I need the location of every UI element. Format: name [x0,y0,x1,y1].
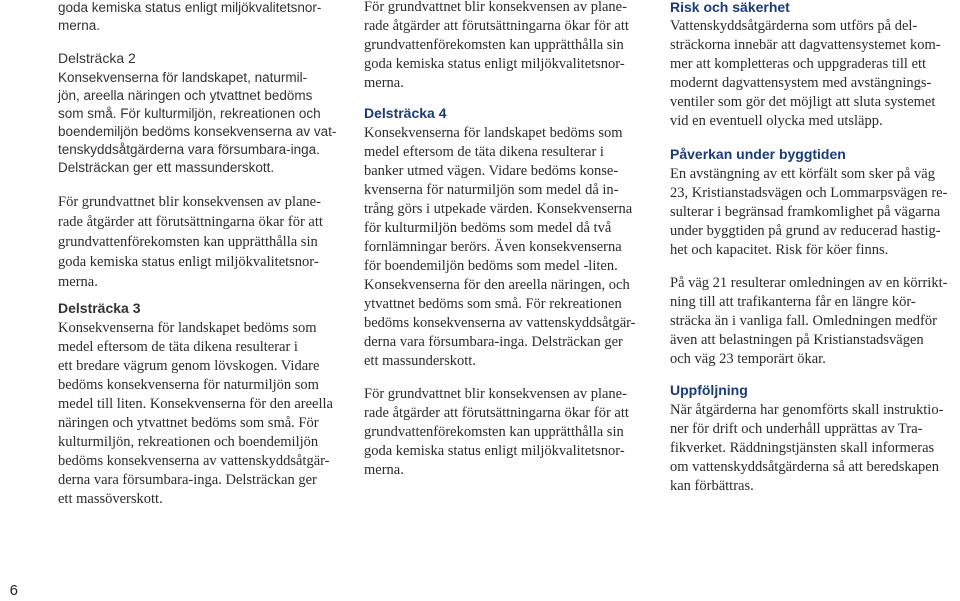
text-line: derna vara försumbara-inga. Delsträckan ger [58,472,317,488]
text-line: merna. [364,75,404,91]
text-line: under byggtiden på grund av reducerad hastig- [670,223,941,239]
text-line: Vattenskyddsåtgärderna som utförs på del- [670,18,918,34]
text-line: ning till att trafikanterna får en längre kör- [670,294,916,310]
text-line: Konsekvenserna för den areella näringen, och [364,277,630,293]
text-line: goda kemiska status enligt miljökvalitetsnor- [58,254,319,270]
text-line: het och kapacitet. Risk för köer finns. [670,242,889,258]
text-line: för kulturmiljön bedöms som medel då två [364,220,612,236]
text-line: sträckorna innebär att dagvattensystemet kom- [670,37,941,53]
text-line: En avstängning av ett körfält som sker på väg [670,166,935,182]
text-line: För grundvattnet blir konsekvensen av plane- [364,0,627,15]
text-line: Konsekvenserna för landskapet bedöms som [364,125,623,141]
text-line: vid en eventuell olycka med utsläpp. [670,113,883,129]
text-line: för boendemiljön bedöms som medel -liten. [364,258,618,274]
text-line: modernt dagvattensystem med avstängnings- [670,75,932,91]
text-line: kan förbättras. [670,478,754,494]
page-number: 6 [9,582,18,599]
text-line: även att belastningen på Kristianstadsvägen [670,332,924,348]
text-line: ett massunderskott. [364,353,476,369]
text-line: rade åtgärder att förutsättningarna ökar för att [364,405,629,421]
text-line: ett massöverskott. [58,491,163,507]
text-line: goda kemiska status enligt miljökvalitetsnor- [364,56,625,72]
section-heading-delstracka-4: Delsträcka 4 [364,105,447,121]
text-line: medel till liten. Konsekvenserna för den areella [58,396,333,412]
text-line: Delsträckan ger ett massunderskott. [58,160,275,175]
section-heading-risk-och-sakerhet: Risk och säkerhet [670,0,790,15]
text-line: merna. [364,462,404,478]
text-line: För grundvattnet blir konsekvensen av plane- [58,194,321,210]
text-line: jön, areella näringen och ytvattnet bedöms [58,88,313,103]
text-line: grundvattenförekomsten kan upprätthålla sin [364,37,624,53]
text-line: som små. För kulturmiljön, rekreationen och [58,106,321,121]
text-line: 23, Kristianstadsvägen och Lommarpsvägen re- [670,185,948,201]
text-line: ner för drift och underhåll upprättas av Tra- [670,421,923,437]
text-line: Konsekvenserna för landskapet bedöms som [58,320,317,336]
text-line: sulterar i begränsad framkomlighet på vägarna [670,204,941,220]
text-line: För grundvattnet blir konsekvensen av plane- [364,386,627,402]
section-heading-delstracka-3: Delsträcka 3 [58,300,141,316]
text-line: grundvattenförekomsten kan upprätthålla sin [58,234,318,250]
text-line: merna. [58,18,101,33]
text-line: bedöms konsekvenserna av vattenskyddsåtgär- [58,453,330,469]
text-line: kvenserna för naturmiljön som medel då in- [364,182,619,198]
text-line: banker utmed vägen. Vidare bedöms konse- [364,163,619,179]
text-line: bedöms konsekvenserna av vattenskyddsåtgär- [364,315,636,331]
text-line: merna. [58,274,98,290]
text-line: och väg 23 temporärt ökar. [670,351,826,367]
text-line: fornlämningar berörs. Även konsekvenserna [364,239,622,255]
text-line: goda kemiska status enligt miljökvalitetsnor- [364,443,625,459]
text-line: medel eftersom de täta dikena resulterar i [364,144,604,160]
text-line: om vattenskyddsåtgärderna så att beredskapen [670,459,939,475]
text-line: näringen och ytvattnet bedöms som små. För [58,415,319,431]
text-line: bedöms konsekvenserna för naturmiljön som [58,377,319,393]
text-line: medel eftersom de täta dikena resulterar i [58,339,298,355]
text-line: fikverket. Räddningstjänsten skall informeras [670,440,935,456]
section-heading-uppfoljning: Uppföljning [670,382,748,398]
text-line: kulturmiljön, rekreationen och boendemiljön [58,434,319,450]
section-heading-paverkan-under-byggtiden: Påverkan under byggtiden [670,146,846,162]
text-line: När åtgärderna har genomförts skall instruktio- [670,402,944,418]
text-line: goda kemiska status enligt miljökvalitetsnor- [58,0,322,15]
section-heading-delstracka-2: Delsträcka 2 [58,50,136,66]
text-line: sträcka än i vanliga fall. Omledningen medför [670,313,937,329]
text-line: På väg 21 resulterar omledningen av en körrikt- [670,275,948,291]
text-line: ett bredare vägrum genom lövskogen. Vidare [58,358,320,374]
text-line: rade åtgärder att förutsättningarna ökar för att [364,18,629,34]
text-line: rade åtgärder att förutsättningarna ökar för att [58,214,323,230]
text-line: ytvattnet bedöms som små. För rekreationen [364,296,622,312]
text-line: Konsekvenserna för landskapet, naturmil- [58,70,308,85]
text-line: mer att kompletteras och uppgraderas till ett [670,56,927,72]
text-line: derna vara försumbara-inga. Delsträckan ger [364,334,623,350]
text-line: ventiler som gör det möjligt att sluta systemet [670,94,936,110]
text-line: grundvattenförekomsten kan upprätthålla sin [364,424,624,440]
text-line: trång görs i utpekade värden. Konsekvenserna [364,201,633,217]
text-line: boendemiljön bedöms konsekvenserna av vat- [58,124,337,139]
text-line: tenskyddsåtgärderna vara försumbara-inga. [58,142,320,157]
